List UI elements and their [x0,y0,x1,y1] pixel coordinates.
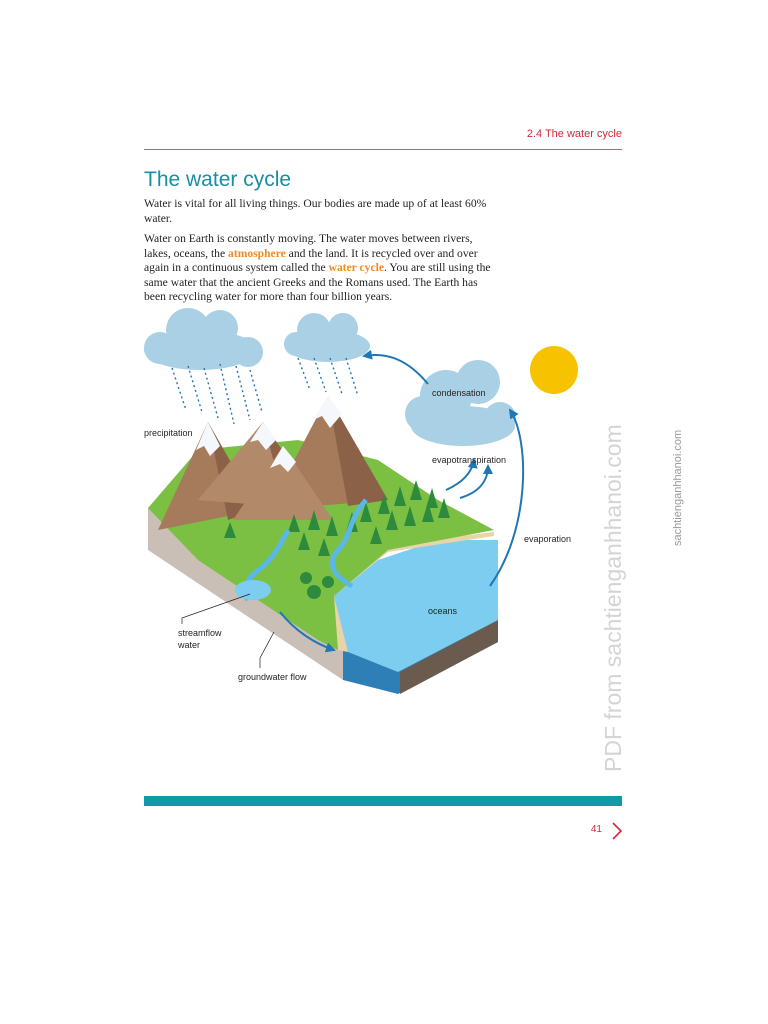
paragraph-text: and the land. It is recycled over and over again in a continuous system called the [144,246,478,274]
condensation-cloud-icon [405,360,516,446]
water-cycle-diagram [138,300,608,720]
label-streamflow: streamflow [178,628,222,638]
label-evaporation: evaporation [524,534,572,544]
body-paragraph [144,232,496,305]
paragraph-text: . You are still using the same water that the ancient Greeks and the Romans used. The Earth has been recycling water for more than four billion years. [144,261,491,303]
label-evapotranspiration: evapotranspiration [432,455,507,465]
watermark-vertical: PDF from sachtienganhhanoi.com [600,424,626,772]
footer-bar [144,796,622,806]
sun-icon [530,346,578,394]
section-header: 2.4 The water cycle [526,128,622,140]
label-precipitation: precipitation [144,428,193,438]
label-oceans: oceans [428,606,458,616]
label-groundwater-flow: groundwater flow [238,672,307,682]
page-title: The water cycle [144,168,292,191]
evapotranspiration-arrow-2 [460,466,488,498]
label-condensation: condensation [432,388,486,398]
label-streamflow-water: water [178,640,201,650]
rain-cloud-right-icon [284,313,370,362]
header-rule [144,149,622,150]
lake [235,580,271,600]
intro-paragraph: Water is vital for all living things. Our bodies are made up of at least 60% water. [144,197,487,225]
paragraph-text: Water on Earth is constantly moving. The water moves between rivers, lakes, oceans, the [144,232,473,260]
keyword-water-cycle: water cycle [328,261,384,274]
watermark-side: sachtienganhhanoi.com [672,429,684,546]
groundwater-leader [260,632,274,668]
keyword-atmosphere: atmosphere [228,246,286,260]
chevron-right-icon[interactable] [610,820,624,842]
condensation-arrow [364,355,428,384]
rain-cloud-left-icon [144,308,263,370]
page-number: 41 [590,824,602,835]
